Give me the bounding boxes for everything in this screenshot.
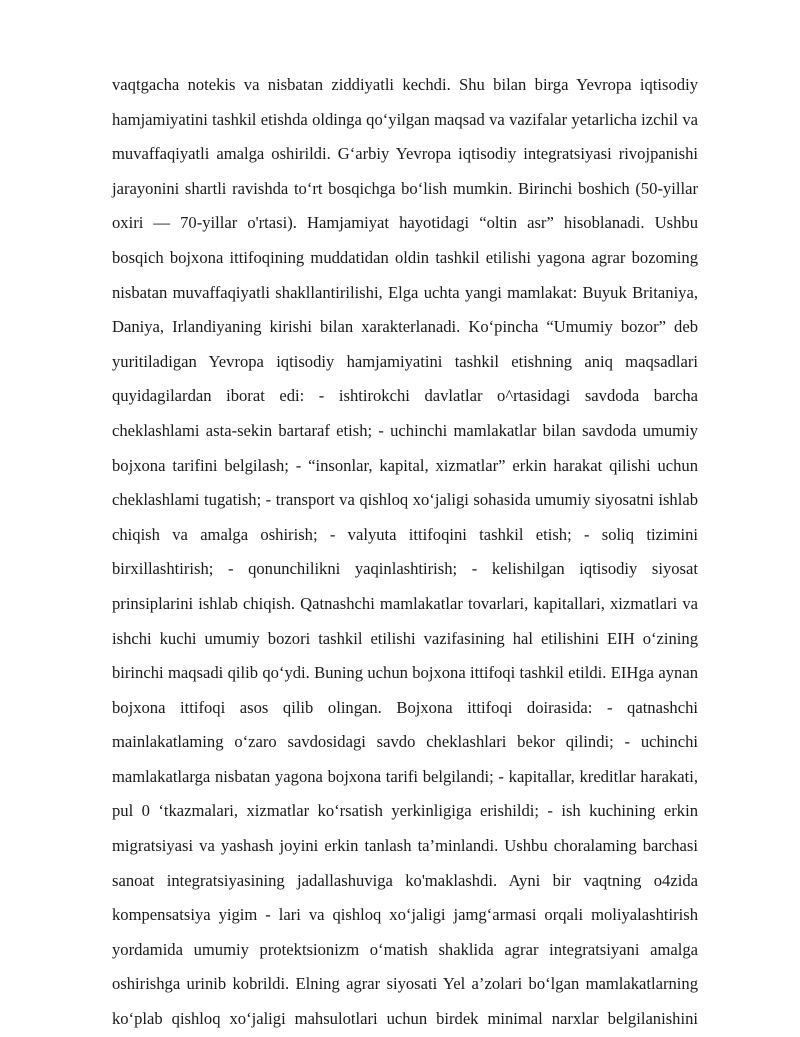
text-line-9: yuritiladigan Yevropa iqtisodiy hamjamiyatini tashkil etishning aniq maqsadlari bbox=[112, 351, 698, 371]
text-line-10: quyidagilardan iborat edi: - ishtirokchi davlatlar o^rtasidagi savdoda barcha bbox=[112, 386, 698, 406]
text-line-8: Daniya, Irlandiyaning kirishi bilan xarakterlanadi. Ko‘pincha “Umumiy bozor” deb bbox=[112, 317, 698, 337]
text-line-19: bojxona ittifoqi asos qilib olingan. Bojxona ittifoqi doirasida: - qatnashchi bbox=[112, 697, 698, 717]
text-line-7: nisbatan muvaffaqiyatli shakllantirilishi, Elga uchta yangi mamlakat: Buyuk Britaniya, bbox=[112, 282, 698, 302]
text-line-16: prinsiplarini ishlab chiqish. Qatnashchi mamlakatlar tovarlari, kapitallari, xizmatlari va bbox=[112, 593, 698, 613]
text-line-15: birxillashtirish; - qonunchilikni yaqinlashtirish; - kelishilgan iqtisodiy siyosat bbox=[112, 559, 698, 579]
text-line-5: oxiri — 70-yillar o'rtasi). Hamjamiyat hayotidagi “oltin asr” hisoblanadi. Ushbu bbox=[112, 213, 698, 233]
text-line-26: yordamida umumiy protektsionizm o‘matish shaklida agrar integratsiyani amalga bbox=[112, 939, 698, 959]
text-line-1: vaqtgacha notekis va nisbatan ziddiyatli kechdi. Shu bilan birga Yevropa iqtisodiy bbox=[112, 75, 698, 94]
text-line-20: mainlakatlaming o‘zaro savdosidagi savdo cheklashlari bekor qilindi; - uchinchi bbox=[112, 732, 698, 752]
text-line-3: muvaffaqiyatli amalga oshirildi. G‘arbiy Yevropa iqtisodiy integratsiyasi rivojpanishi bbox=[112, 144, 698, 164]
body-text bbox=[112, 68, 698, 1037]
text-line-11: cheklashlami asta-sekin bartaraf etish; - uchinchi mamlakatlar bilan savdoda umumiy bbox=[112, 420, 698, 440]
text-line-23: migratsiyasi va yashash joyini erkin tanlash ta’minlandi. Ushbu choralaming barchasi bbox=[112, 836, 698, 856]
text-line-14: chiqish va amalga oshirish; - valyuta ittifoqini tashkil etish; - soliq tizimini bbox=[112, 524, 698, 544]
text-line-27: oshirishga urinib kobrildi. Elning agrar siyosati Yel a’zolari bo‘lgan mamlakatlarning bbox=[112, 974, 698, 994]
text-line-28: ko‘plab qishloq xo‘jaligi mahsulotlari uchun birdek minimal narxlar belgilanishini bbox=[112, 1009, 698, 1029]
text-line-13: cheklashlami tugatish; - transport va qishloq xo‘jaligi sohasida umumiy siyosatni ishlab bbox=[112, 490, 698, 510]
text-line-17: ishchi kuchi umumiy bozori tashkil etilishi vazifasining hal etilishini EIH o‘zining bbox=[112, 628, 698, 648]
text-line-2: hamjamiyatini tashkil etishda oldinga qo‘yilgan maqsad va vazifalar yetarlicha izchil va bbox=[112, 109, 698, 129]
text-line-21: mamlakatlarga nisbatan yagona bojxona tarifi belgilandi; - kapitallar, kreditlar harakati, bbox=[112, 766, 698, 786]
text-line-4: jarayonini shartli ravishda to‘rt bosqichga bo‘lish mumkin. Birinchi boshich (50-yillar bbox=[112, 178, 698, 198]
text-line-6: bosqich bojxona ittifoqining muddatidan oldin tashkil etilishi yagona agrar bozoming bbox=[112, 247, 698, 267]
text-line-22: pul 0 ‘tkazmalari, xizmatlar ko‘rsatish yerkinligiga erishildi; - ish kuchining erkin bbox=[112, 801, 698, 821]
text-line-18: birinchi maqsadi qilib qo‘ydi. Buning uchun bojxona ittifoqi tashkil etildi. EIHga aynan bbox=[112, 663, 698, 683]
text-line-24: sanoat integratsiyasining jadallashuviga ko'maklashdi. Ayni bir vaqtning o4zida bbox=[112, 870, 698, 890]
text-line-25: kompensatsiya yigim - lari va qishloq xo‘jaligi jamg‘armasi orqali moliyalashtirish bbox=[112, 905, 698, 925]
text-line-12: bojxona tarifini belgilash; - “insonlar, kapital, xizmatlar” erkin harakat qilishi uchun bbox=[112, 455, 698, 475]
